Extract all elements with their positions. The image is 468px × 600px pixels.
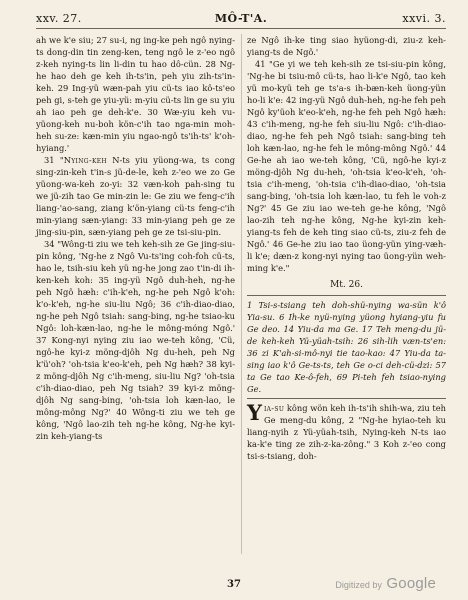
chapter-summary: 1 Tsi-s-tsiang teh doh-shü-nying wa-sün k'ô Yia-su. 6 Ih-ke nyü-nying yüong hyiang-yiu fu Ge deo. 14 Yiu-da ma Ge. 17 Teh meng-du jü-de keh-keh Yü-yüah-tsih: 26 sih-lih væn-ts'en: 36 zi K'ah-si-mô-nyi tie tao-kao: 47 Yiu-da ta-sing iao k'ô Ge-ts-ts, teh Ge o-ci deh-cü-dzi: 57 ta Ge tao Ke-ô-feh, 69 Pi-teh feh tsiao-nying Ge. [247, 300, 446, 394]
google-logo: Google [386, 575, 436, 592]
right-column [247, 34, 446, 462]
verse-31-name: Nying-keh [63, 155, 107, 165]
text-block-continuation: ah we k'e siu; 27 su-i, ng ing-ke peh ngô nying-ts dong-din tin zeng-ken, teng ngô le z-'eo ngô z-keh nying-ts lin li-din tu hao dô-cün. 28 Ng-he hao deh ge keh ih-ts'in, peh yiu zih-ts'in-keh. 29 Ing-yü wæn-pah yiu cü-ts iao kô-ts'eo peh gi, s-teh ge yiu-yü: m-yiu cü-ts lin ge su yiu ah iao peh ge deh-k'e. 30 Wæ-yiu keh vu-yüong-keh nu-boh kön-c'ih tao nga-min moh-heh su-ze: kæn-min yiu ngao-ngô ts'ih-ts' k'oh-hyiang.' [36, 35, 235, 153]
verse-31-number: 31 " [44, 155, 64, 165]
running-header [36, 12, 446, 28]
header-book-title: MÔ-T'A. [214, 12, 268, 25]
verse-41-paragraph: 41 "Ge yi we teh keh-sih ze tsi-siu-pin kông, 'Ng-he bi tsiu-mô cü-ts, hao li-k'e Ngô, tao keh yü mo-kyü teh ge ts'a-s ih-bæn-keh üong-yün ho-li k'e: 42 ing-yü Ngô duh-heh, ng-he feh peh Ngô ky'üoh k'eo-k'eh, ng-he feh peh Ngô hæh: 43 c'ih-meng, ng-he feh siu-liu Ngô: c'ih-diao-diao, ng-he feh peh Ngô tsiah: sang-bing teh loh kæn-lao, ng-he feh le mông-mông Ngô.' 44 Ge-he ah iao we-teh kông, 'Cü, ngô-he kyi-z möng-djôh Ng du-heh, 'oh-tsia k'eo-k'eh, 'oh-tsia c'ih-meng, 'oh-tsia c'ih-diao-diao, 'oh-tsia sang-bing, 'oh-tsia loh kæn-lao, tu feh le voh-z Ng?' 45 Ge ziu iao we-teh ge-he kông, 'Ngô lao-zih teh ng-he kông, Ng-he kyi-zin keh-yiang-ts feh de keh ting siao cü-ts, ziu-z feh de Ngô.' 46 Ge-he ziu iao tao üong-yün ying-væh-li k'e; dæn-z kong-nyi nying tao üong-yün weh-ming k'e." [247, 59, 446, 273]
text-block-continuation: ze Ngô ih-ke ting siao hyüong-di, ziu-z keh-yiang-ts de Ngô.' [247, 35, 446, 57]
header-rule [36, 28, 446, 29]
watermark-prefix: Digitized by [335, 580, 382, 590]
left-column [36, 34, 235, 442]
chapter-label: Mt. 26. [330, 280, 363, 290]
header-right-reference: xxvi. 3. [402, 12, 446, 25]
page-number: 37 [227, 579, 241, 590]
digitization-watermark [335, 575, 436, 592]
opening-text: kông wön keh ih-ts'ih shih-wa, ziu teh Ge meng-du kông, 2 "Ng-he hyiao-teh ku liang-nyih z Yü-yüah-tsih, Nying-keh N-ts iao ka-k'e ting ze zih-z-ka-zông." 3 Koh z-'eo cong tsi-s-tsiang, doh- [247, 403, 446, 461]
verse-31-text: N-ts yiu yüong-wa, ts cong sing-zin-keh t'in-s jü-de-le, keh z-'eo we zo Ge yüong-wa-keh zo-yi: 32 væn-koh pah-sing tu we jü-zih tao Ge min-zin le: Ge ziu we feng-c'ih liang-'ao-sang, ziang k'ön-yiang cü-ts feng-c'ih min-yiang sæn-yiang: 33 min-yiang peh ge ze jing-siu-pin, sæn-yiang peh ge ze tsi-siu-pin. [36, 155, 236, 237]
verse-34-paragraph: 34 "Wông-ti ziu we teh keh-sih ze Ge jing-siu-pin kông, 'Ng-he z Ngô Vu-ts'ing coh-foh cü-ts, hao le, tsih-siu keh yü ng-he jong zao t'in-di ih-ken-keh koh: 35 ing-yü Ngô duh-heh, ng-he peh Ngô hæh: c'ih-k'eh, ng-he peh Ngô k'oh: k'o-k'eh, ng-he siu-liu Ngô; 36 c'ih-diao-diao, ng-he peh Ngô tsiah: sang-bing, ng-he tsiao-ku Ngô: loh-kæn-lao, ng-he le mông-móng Ngô.' 37 Kong-nyi nying ziu iao we-teh kông, 'Cü, ngô-he kyi-z möng-djôh Ng du-heh, peh Ng k'ü'oh? 'oh-tsia k'eo-k'eh, peh Ng hæh? 38 kyi-z möng-djôh Ng c'ih-meng, siu-liu Ng? 'oh-tsia c'ih-diao-diao, peh Ng tsiah? 39 kyi-z möng-djôh Ng sang-bing, 'oh-tsia loh kæn-lao, le mông-mông Ng?' 40 Wông-ti ziu we teh ge kông, 'Ngô lao-zih teh ng-he kông, Ng-he kyi-zin keh-yiang-ts [36, 239, 235, 441]
column-divider [241, 34, 242, 554]
header-left-reference: xxv. 27. [36, 12, 82, 25]
summary-rule [247, 398, 446, 399]
chapter-rule [247, 295, 446, 296]
chapter-opening-paragraph [247, 402, 446, 462]
verse-31-paragraph [36, 154, 235, 238]
opening-name: ia-su [264, 403, 285, 413]
drop-cap-letter: Y [247, 400, 262, 425]
